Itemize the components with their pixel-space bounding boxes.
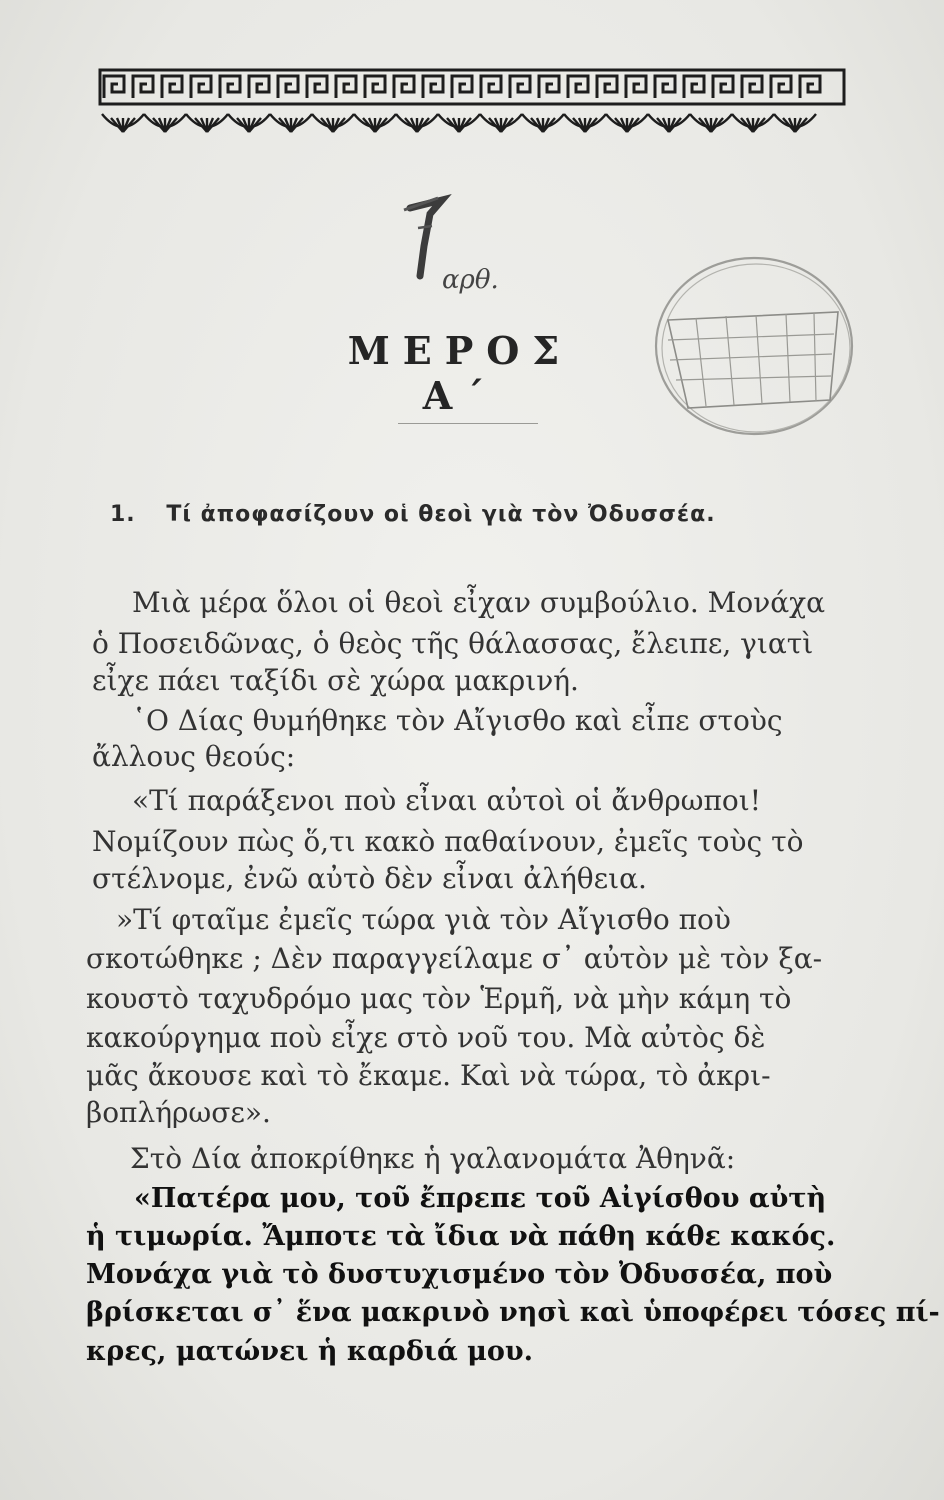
body-line: ἡ τιμωρία. Ἄμποτε τὰ ἴδια νὰ πάθη κάθε κακός. [86,1221,836,1252]
body-line: ὁ Ποσειδῶνας, ὁ θεὸς τῆς θάλασσας, ἔλειπε, γιατὶ [92,627,814,660]
part-title: ΜΕΡΟΣ Α΄ [347,328,573,418]
body-line: Στὸ Δία ἀποκρίθηκε ἡ γαλανομάτα Ἀθηνᾶ: [130,1142,736,1175]
handwritten-annotation-text: αρθ. [442,265,499,295]
body-line: εἶχε πάει ταξίδι σὲ χώρα μακρινή. [92,664,579,697]
chapter-number: 1. [110,502,136,527]
body-line: βοπλήρωσε». [86,1096,271,1129]
title-divider [398,423,538,424]
pencil-doodle-sketch [648,250,860,442]
body-line: βρίσκεται σ᾿ ἕνα μακρινὸ νησὶ καὶ ὑποφέρει τόσες πί- [86,1297,940,1328]
body-line: ἄλλους θεούς: [92,740,296,773]
chapter-heading [110,502,850,527]
handwritten-annotation [390,188,530,298]
body-line: Νομίζουν πὼς ὅ,τι κακὸ παθαίνουν, ἐμεῖς τοὺς τὸ [92,825,804,858]
body-line: κρες, ματώνει ἡ καρδιά μου. [86,1336,534,1367]
body-line: μᾶς ἄκουσε καὶ τὸ ἔκαμε. Καὶ νὰ τώρα, τὸ ἀκρι- [86,1059,771,1092]
body-line: στέλνομε, ἐνῶ αὐτὸ δὲν εἶναι ἀλήθεια. [92,862,647,895]
chapter-title: Τί ἀποφασίζουν οἱ θεοὶ γιὰ τὸν Ὀδυσσέα. [166,502,716,527]
body-line: »Τί φταῖμε ἐμεῖς τώρα γιὰ τὸν Αἴγισθο ποὺ [116,903,731,936]
body-line: κακούργημα ποὺ εἶχε στὸ νοῦ του. Μὰ αὐτὸς δὲ [86,1021,766,1054]
body-line: «Τί παράξενοι ποὺ εἶναι αὐτοὶ οἱ ἄνθρωποι! [132,784,761,817]
body-line: ῾Ο Δίας θυμήθηκε τὸν Αἴγισθο καὶ εἶπε στοὺς [132,704,783,737]
body-line: Μιὰ μέρα ὅλοι οἱ θεοὶ εἶχαν συμβούλιο. Μονάχα [132,586,825,619]
body-line: σκοτώθηκε ; Δὲν παραγγείλαμε σ᾿ αὐτὸν μὲ τὸν ξα- [86,942,823,975]
body-line: «Πατέρα μου, τοῦ ἔπρεπε τοῦ Αἰγίσθου αὐτὴ [134,1183,827,1214]
greek-key-border-ornament [98,66,848,148]
body-line: κουστὸ ταχυδρόμο μας τὸν Ἑρμῆ, νὰ μὴν κάμη τὸ [86,982,792,1015]
body-line: Μονάχα γιὰ τὸ δυστυχισμένο τὸν Ὀδυσσέα, ποὺ [86,1259,833,1290]
